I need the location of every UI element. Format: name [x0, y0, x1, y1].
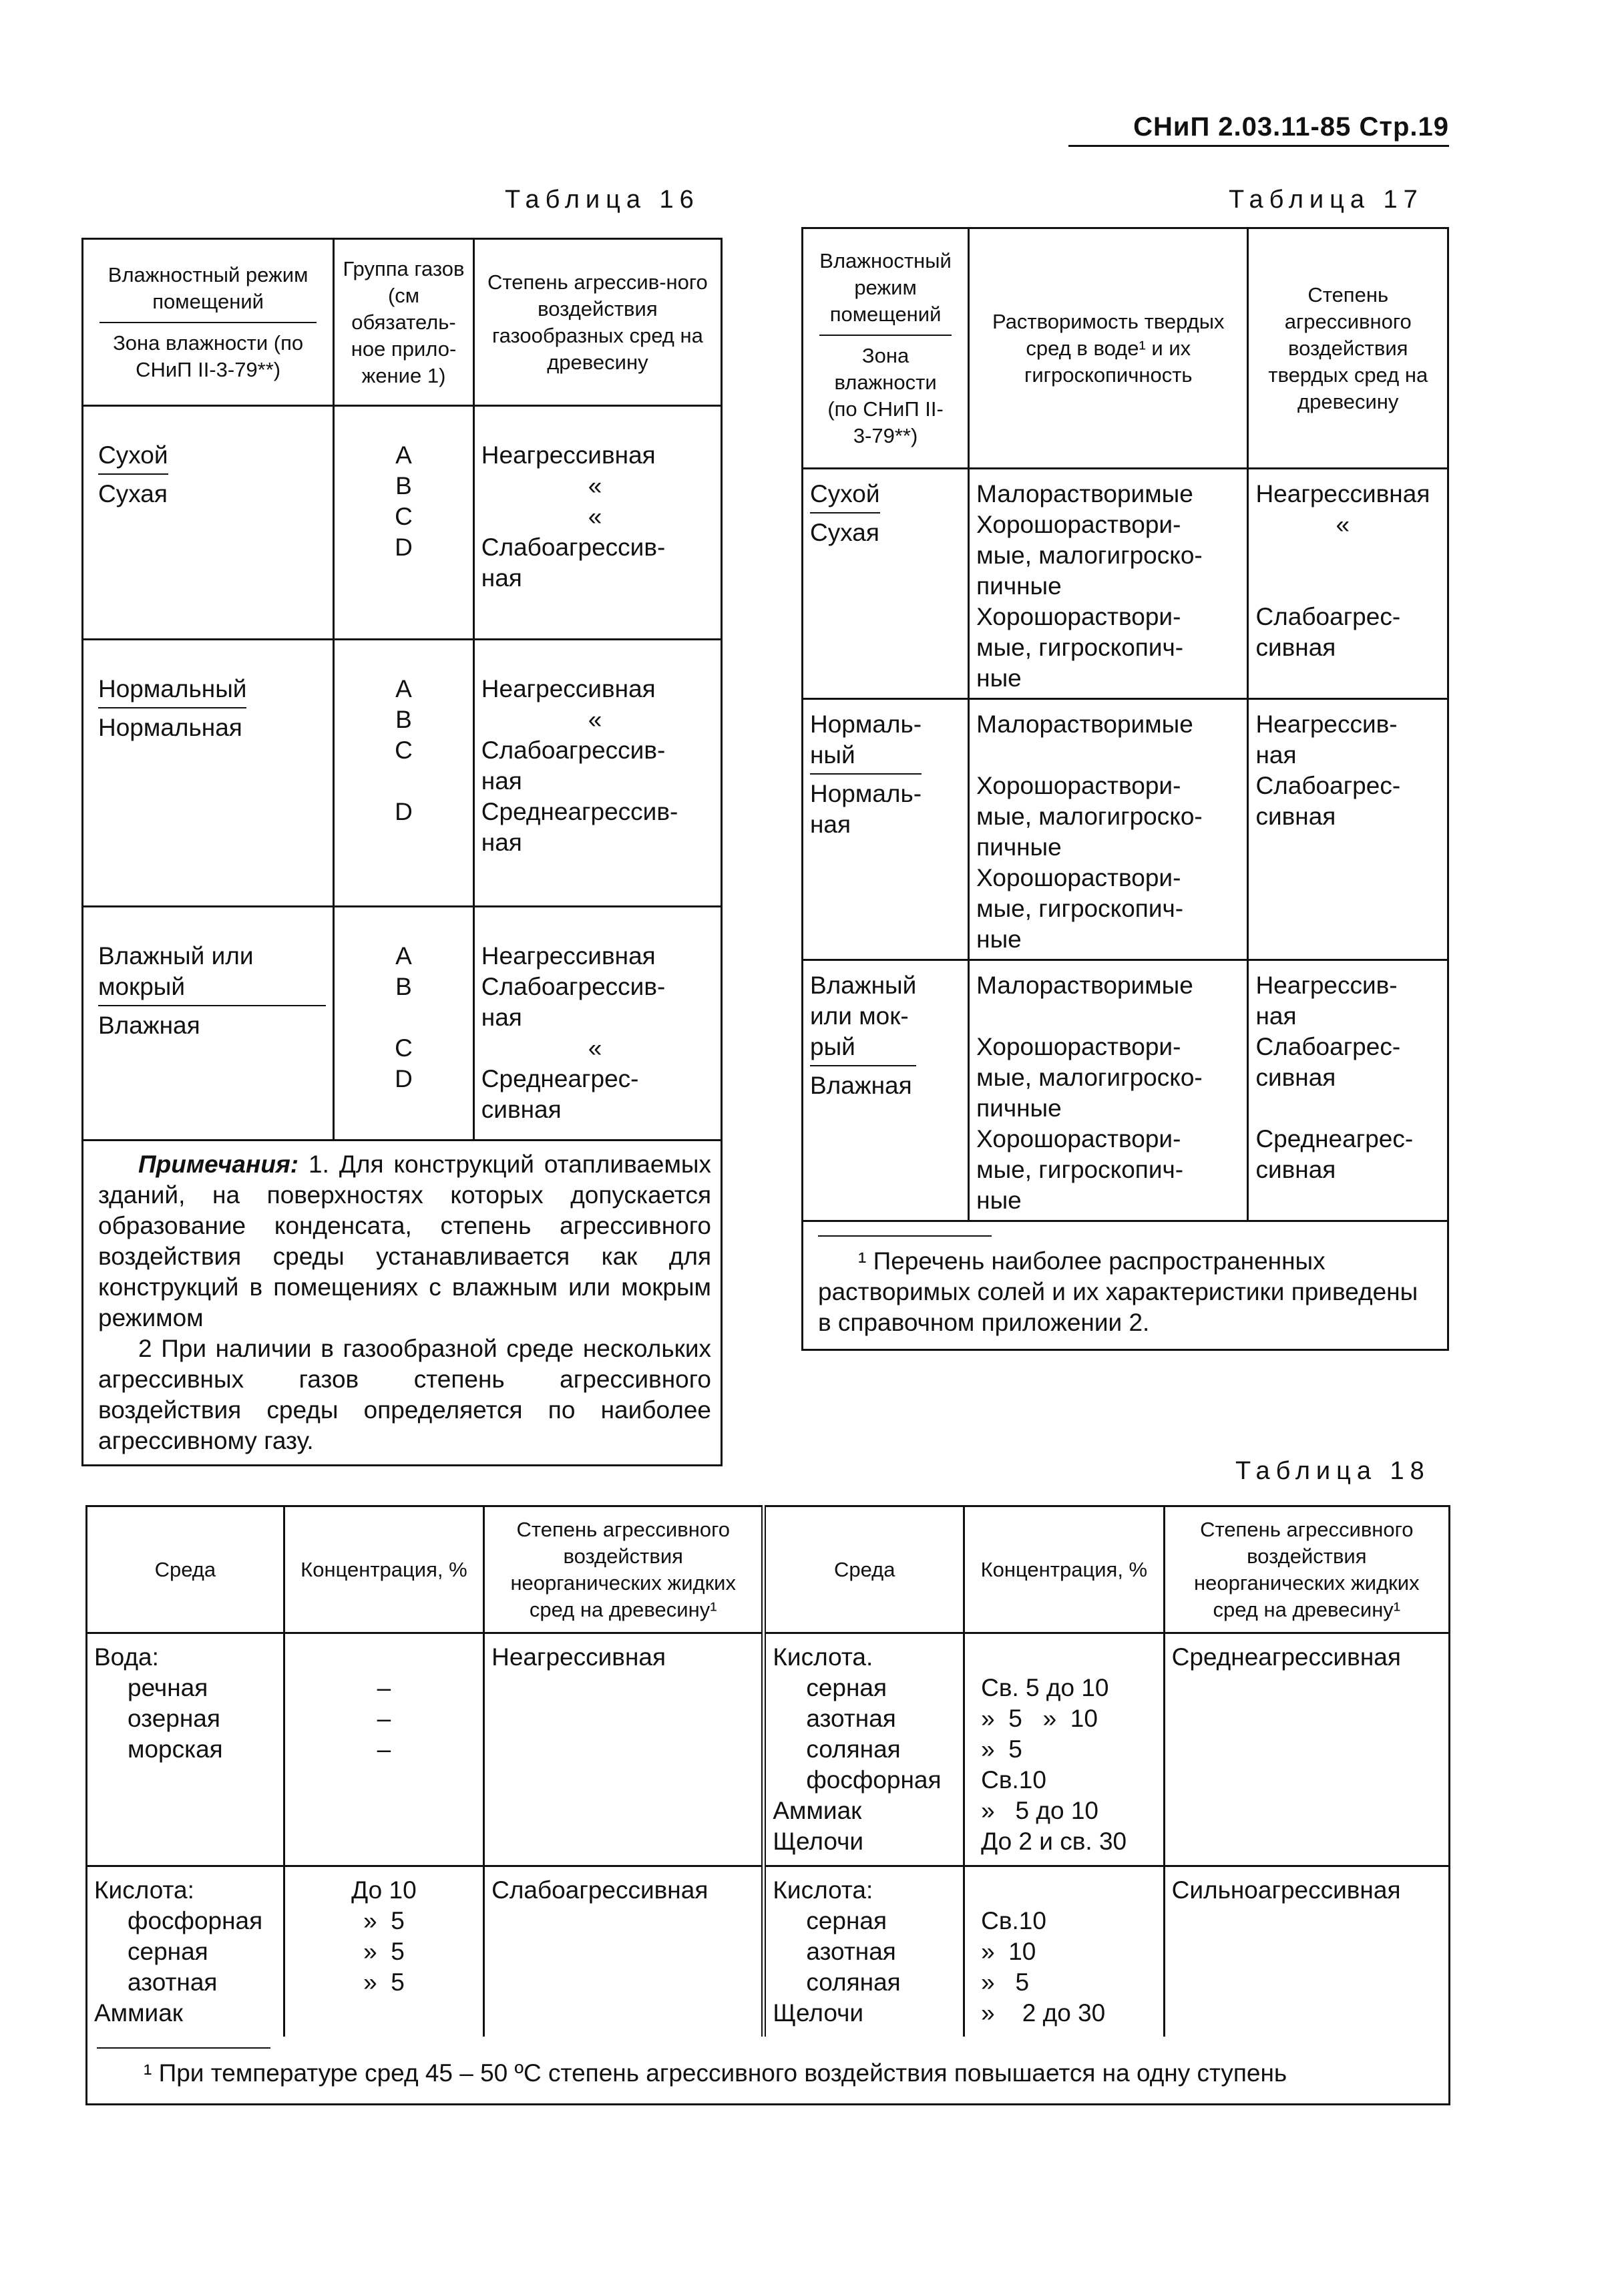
solubility-line: пичные [976, 1094, 1062, 1122]
table16-row [83, 406, 722, 640]
table18-body [87, 1633, 1450, 2037]
zone-line: Нормаль- [810, 780, 922, 807]
degree-line: сивная [481, 1096, 562, 1123]
gas-group [341, 1002, 466, 1033]
concentration-line: » 5 » 10 [981, 1705, 1098, 1732]
zone-label: Влажная [98, 1012, 200, 1039]
table16-header-regime: Влажностный режим помещений Зона влажности (по СНиП II-3-79**) [83, 239, 334, 406]
concentration-line: – [377, 1705, 391, 1732]
medium-line: серная [806, 1674, 887, 1701]
table16-degree-cell [473, 907, 721, 1140]
solubility-line: Малорастворимые [976, 972, 1193, 999]
gas-group: A [395, 675, 412, 702]
regime-line: Влажный [810, 972, 917, 999]
table17-header-degree: Степень агрессивного воздействия твердых сред на древесину [1248, 228, 1448, 469]
concentration-line [981, 1875, 1157, 1906]
concentration-line: – [377, 1735, 391, 1763]
table17-header-regime: Влажностный режим помещений Зона влажности (по СНиП II-3-79**) [803, 228, 969, 469]
table18-right-media-cell [764, 1866, 964, 2037]
gas-group [341, 766, 466, 797]
concentration-line: » 5 [981, 1968, 1030, 1996]
zone-label [810, 517, 961, 548]
gas-group: C [395, 1034, 413, 1062]
table18-header-medium-right: Среда [764, 1506, 964, 1633]
medium-line: Щелочи [773, 1999, 864, 2027]
degree-line: сивная [1255, 1156, 1336, 1183]
degree-line: Среднеагрес- [481, 1065, 639, 1092]
degree-line: сивная [1255, 803, 1336, 830]
solubility-line: Хорошораствори- [976, 1033, 1181, 1060]
zone-line: Влажная [810, 1072, 912, 1099]
degree-line [1255, 540, 1440, 571]
table18-right-media-cell [764, 1633, 964, 1866]
medium-line: речная [128, 1674, 208, 1701]
degree-line: Неагрессивная [481, 942, 656, 970]
degree-text: Неагрессивная [491, 1643, 666, 1671]
solubility-line: Хорошораствори- [976, 511, 1181, 538]
regime-label [810, 970, 916, 1066]
page-header: СНиП 2.03.11-85 Стр.19 [1068, 112, 1449, 147]
concentration-line [292, 1998, 476, 2029]
concentration-line [292, 1642, 476, 1673]
table18-header-medium-left: Среда [87, 1506, 284, 1633]
gas-group: B [395, 706, 412, 733]
degree-line: Слабоагрес- [1255, 772, 1401, 799]
solubility-line: пичные [976, 572, 1062, 600]
table18-row [87, 1633, 1450, 1866]
table18-header-conc-left: Концентрация, % [284, 1506, 483, 1633]
degree-line: « [588, 706, 602, 733]
concentration-line: » 10 [981, 1938, 1036, 1965]
medium-line: фосфорная [806, 1766, 942, 1794]
table18-right-degree-cell [1164, 1633, 1449, 1866]
table17-footnote: ¹ Перечень наиболее распространенных растворимых солей и их характеристики приведены в справочном приложении 2. [818, 1247, 1418, 1336]
concentration-line: Св. 5 до 10 [981, 1674, 1109, 1701]
solubility-line: Малорастворимые [976, 480, 1193, 507]
table16-notes [83, 1140, 722, 1466]
solubility-line: мые, малогигроско- [976, 1064, 1203, 1091]
degree-text: Сильноагрессивная [1171, 1876, 1401, 1904]
regime-line: или мок- [810, 1002, 909, 1030]
table16-regime-cell [83, 640, 334, 907]
gas-group: D [395, 1065, 413, 1092]
gas-group: D [395, 798, 413, 825]
concentration-line: Св.10 [981, 1907, 1046, 1934]
table18-row [87, 1866, 1450, 2037]
regime-line: Нормаль- [810, 710, 922, 738]
regime-label: Сухой [98, 440, 168, 475]
regime-label: Нормальный [98, 674, 246, 708]
solubility-line: ные [976, 925, 1022, 953]
table17-solubility-cell [969, 469, 1248, 699]
degree-line: Слабоагрес- [1255, 1033, 1401, 1060]
table18-left-conc-cell [284, 1866, 483, 2037]
solubility-line: мые, гигроскопич- [976, 895, 1184, 922]
medium-line: Кислота. [773, 1643, 873, 1671]
medium-line: Вода: [94, 1643, 159, 1671]
medium-line: азотная [806, 1705, 896, 1732]
degree-line: « [588, 503, 602, 530]
medium-line: серная [128, 1938, 208, 1965]
degree-line: Неагрессив- [1255, 710, 1398, 738]
concentration-line: » 2 до 30 [981, 1999, 1106, 2027]
medium-line: Щелочи [773, 1828, 864, 1855]
degree-line: Слабоагрессив- [481, 534, 666, 561]
table17-row [803, 960, 1448, 1221]
medium-line: азотная [806, 1938, 896, 1965]
table18-right-conc-cell [964, 1866, 1165, 2037]
medium-line: озерная [128, 1705, 220, 1732]
degree-line: « [588, 1034, 602, 1062]
table17-solubility-cell [969, 960, 1248, 1221]
solubility-line: пичные [976, 833, 1062, 861]
table17-degree-cell [1248, 699, 1448, 960]
table18-footnote-cell [87, 2037, 1450, 2105]
table16-group-cell [334, 907, 474, 1140]
zone-line: ная [810, 811, 851, 838]
concentration-line: Св.10 [981, 1766, 1046, 1794]
concentration-line: До 10 [351, 1876, 417, 1904]
table18-right-conc-cell [964, 1633, 1165, 1866]
table16-group-cell [334, 406, 474, 640]
degree-line: Среднеагрес- [1255, 1125, 1414, 1153]
degree-line [1255, 1093, 1440, 1124]
table18-right-degree-cell [1164, 1866, 1449, 2037]
table17-header-solubility: Растворимость твердых сред в воде¹ и их гигроскопичность [969, 228, 1248, 469]
solubility-line: Хорошораствори- [976, 1125, 1181, 1153]
degree-line: ная [481, 829, 522, 856]
regime-line: рый [810, 1033, 855, 1060]
table18-footnote: ¹ При температуре сред 45 – 50 ºС степень агрессивного воздействия повышается на одну ступень [144, 2059, 1287, 2087]
gas-group: B [395, 472, 412, 499]
concentration-line: » 5 [363, 1968, 405, 1996]
solubility-line: мые, гигроскопич- [976, 634, 1184, 661]
zone-label: Нормальная [98, 714, 242, 741]
solubility-line: Хорошораствори- [976, 772, 1181, 799]
medium-line: серная [806, 1907, 887, 1934]
medium-line: Кислота: [773, 1876, 873, 1904]
degree-line: Неагрессивная [481, 441, 656, 469]
regime-line: ный [810, 741, 855, 769]
degree-line: ная [481, 564, 522, 592]
table16-regime-cell [83, 406, 334, 640]
medium-line: Аммиак [773, 1797, 862, 1824]
medium-line: фосфорная [128, 1907, 263, 1934]
table16-body [83, 406, 722, 1140]
solubility-line: Хорошораствори- [976, 864, 1181, 891]
table16-degree-cell [473, 406, 721, 640]
degree-line: Среднеагрессив- [481, 798, 678, 825]
solubility-line: Малорастворимые [976, 710, 1193, 738]
degree-line: ная [481, 767, 522, 795]
gas-group: D [395, 534, 413, 561]
zone-label [810, 1070, 961, 1101]
concentration-line: До 2 и св. 30 [981, 1828, 1127, 1855]
degree-line: Слабоагрессив- [481, 737, 666, 764]
table16-degree-cell [473, 640, 721, 907]
gas-group: A [395, 441, 412, 469]
table16-header-degree: Степень агрессив-ного воздействия газообразных сред на древесину [473, 239, 721, 406]
medium-line: Аммиак [94, 1999, 183, 2027]
table17-degree-cell [1248, 469, 1448, 699]
table17-solubility-cell [969, 699, 1248, 960]
solubility-line: мые, малогигроско- [976, 803, 1203, 830]
zone-label [810, 779, 961, 840]
degree-line: сивная [1255, 634, 1336, 661]
solubility-line [976, 740, 1240, 771]
concentration-line: » 5 до 10 [981, 1797, 1098, 1824]
table16-row [83, 640, 722, 907]
table17-regime-cell [803, 469, 969, 699]
regime-label [810, 709, 922, 775]
concentration-line: » 5 [363, 1938, 405, 1965]
regime-line: Сухой [810, 480, 880, 507]
medium-line: Кислота: [94, 1876, 194, 1904]
table16-note-2: 2 При наличии в газообразной среде нескольких агрессивных газов степень агрессивного воздействия среды определяется по наиболее агрессивному газу. [98, 1335, 711, 1454]
medium-line: морская [128, 1735, 223, 1763]
gas-group: A [395, 942, 412, 970]
degree-line: Неагрессивная [1255, 480, 1430, 507]
degree-text: Среднеагрессивная [1171, 1643, 1401, 1671]
notes-label: Примечания: [138, 1151, 299, 1178]
medium-line: азотная [128, 1968, 218, 1996]
table16-regime-cell [83, 907, 334, 1140]
table18-left-degree-cell [484, 1866, 764, 2037]
table17-body [803, 469, 1448, 1221]
table16-group-cell [334, 640, 474, 907]
table17-footnote-cell [803, 1221, 1448, 1350]
table18-left-conc-cell [284, 1633, 483, 1866]
regime-label [810, 479, 880, 513]
table17-row [803, 469, 1448, 699]
footnote-rule [818, 1235, 992, 1237]
degree-text: Слабоагрессивная [491, 1876, 708, 1904]
degree-line: ная [1255, 741, 1297, 769]
degree-line: Слабоагрес- [1255, 603, 1401, 630]
table17-degree-cell [1248, 960, 1448, 1221]
medium-line: соляная [806, 1735, 901, 1763]
table17-caption: Таблица 17 [1229, 186, 1424, 214]
degree-line: « [588, 472, 602, 499]
concentration-line: – [377, 1674, 391, 1701]
solubility-line: Хорошораствори- [976, 603, 1181, 630]
table16-caption: Таблица 16 [505, 186, 700, 214]
zone-line: Сухая [810, 519, 879, 546]
table-17 [801, 227, 1449, 1351]
table16-row [83, 907, 722, 1140]
degree-line: Неагрессивная [481, 675, 656, 702]
solubility-line: ные [976, 664, 1022, 692]
table17-regime-cell [803, 960, 969, 1221]
table18-header-degree-right: Степень агрессивного воздействия неорганических жидких сред на древесину¹ [1164, 1506, 1449, 1633]
table18-header-degree-left: Степень агрессивного воздействия неорганических жидких сред на древесину¹ [484, 1506, 764, 1633]
table18-left-degree-cell [484, 1633, 764, 1866]
table18-caption: Таблица 18 [1235, 1457, 1430, 1485]
regime-label: Влажный или мокрый [98, 941, 326, 1006]
concentration-line: » 5 [363, 1907, 405, 1934]
degree-line: ная [481, 1004, 522, 1031]
solubility-line: мые, малогигроско- [976, 542, 1203, 569]
degree-line: Неагрессив- [1255, 972, 1398, 999]
gas-group: B [395, 973, 412, 1000]
table18-left-media-cell [87, 1866, 284, 2037]
table17-regime-cell [803, 699, 969, 960]
solubility-line: ные [976, 1187, 1022, 1214]
gas-group: C [395, 503, 413, 530]
table16-note-1: Примечания: 1. Для конструкций отапливаемых зданий, на поверхностях которых допускается образование конденсата, степень агрессивного воздействия среды устанавливается как для конструкций в помещениях с влажным или мокрым режимом [98, 1151, 711, 1331]
table16-header-group: Группа газов (см обязатель-ное прило-жение 1) [334, 239, 474, 406]
zone-label: Сухая [98, 480, 168, 507]
degree-line [1255, 571, 1440, 602]
degree-line: ная [1255, 1002, 1297, 1030]
table-18 [85, 1505, 1450, 2105]
degree-line: сивная [1255, 1064, 1336, 1091]
degree-line: Слабоагрессив- [481, 973, 666, 1000]
solubility-line: мые, гигроскопич- [976, 1156, 1184, 1183]
degree-line: « [1336, 511, 1350, 538]
table18-left-media-cell [87, 1633, 284, 1866]
footnote-rule [97, 2047, 270, 2049]
gas-group: C [395, 737, 413, 764]
table-16 [81, 238, 723, 1466]
table18-header-conc-right: Концентрация, % [964, 1506, 1165, 1633]
concentration-line [981, 1642, 1157, 1673]
medium-line: соляная [806, 1968, 901, 1996]
concentration-line: » 5 [981, 1735, 1022, 1763]
table17-row [803, 699, 1448, 960]
solubility-line [976, 1001, 1240, 1032]
